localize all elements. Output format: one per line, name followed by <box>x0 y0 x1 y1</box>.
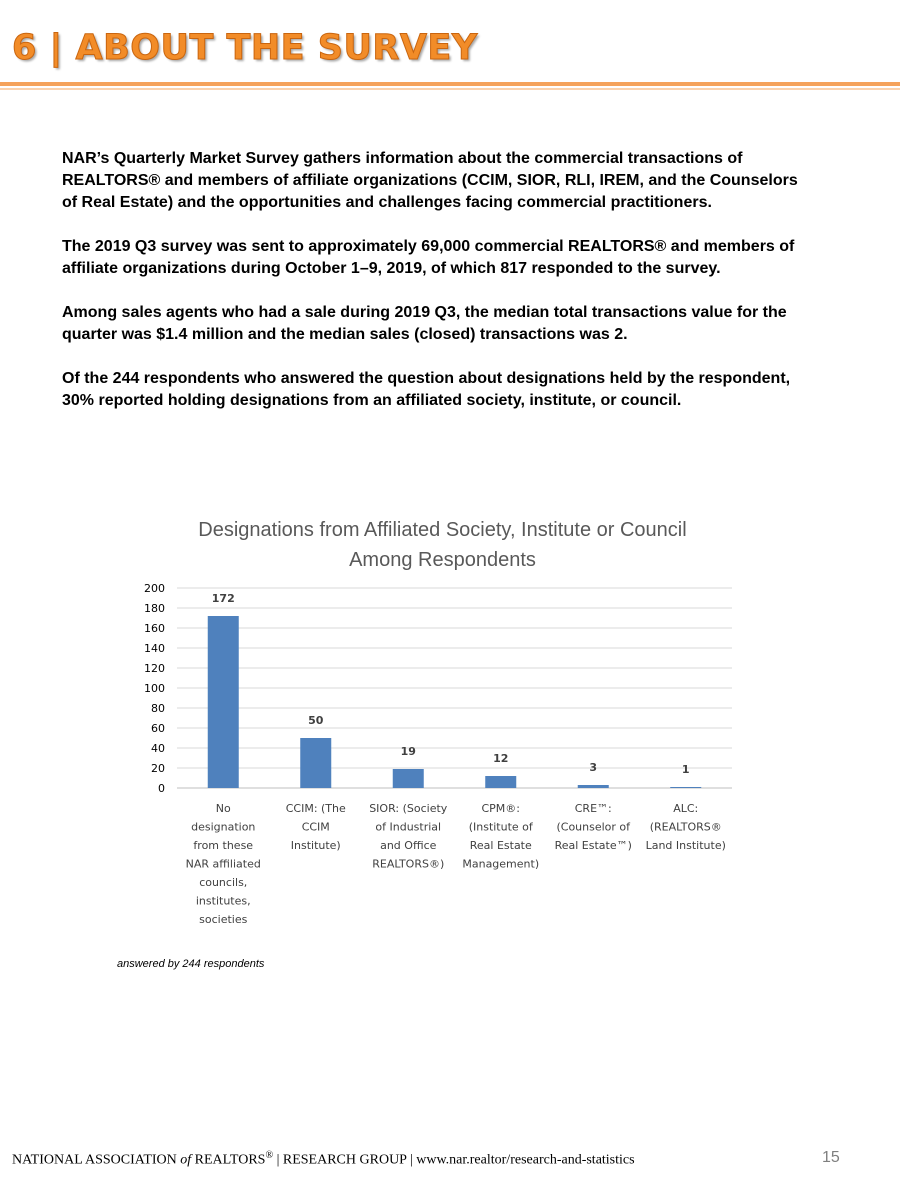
bar <box>578 785 609 788</box>
bar <box>670 787 701 788</box>
category-label-line: institutes, <box>195 894 251 908</box>
category-label <box>286 802 346 852</box>
data-label: 172 <box>211 592 235 605</box>
category-label-line: SIOR: (Society <box>369 802 448 815</box>
category-label-line: (Counselor of <box>556 820 631 834</box>
page-number: 15 <box>822 1149 840 1166</box>
data-label: 50 <box>308 714 324 727</box>
y-tick-label: 180 <box>144 602 165 615</box>
y-tick-label: 200 <box>144 582 165 595</box>
category-label-line: ALC: <box>673 802 699 815</box>
data-label: 3 <box>589 761 598 774</box>
y-tick-label: 100 <box>144 682 165 695</box>
bar <box>393 769 424 788</box>
y-tick-label: 40 <box>151 742 165 755</box>
category-label-line: Land Institute) <box>645 839 726 852</box>
category-label-line: NAR affiliated <box>185 857 261 871</box>
category-label-line: CCIM: (The <box>285 802 346 815</box>
chart-title-line-1: Designations from Affiliated Society, Institute or Council <box>198 519 687 541</box>
category-label-line: (Institute of <box>468 820 533 834</box>
data-label: 19 <box>400 745 416 758</box>
category-label-line: societies <box>199 913 248 926</box>
category-label <box>186 802 261 926</box>
chart-title <box>150 515 735 575</box>
bar <box>485 776 516 788</box>
footer-org-part1: NATIONAL ASSOCIATION <box>12 1152 181 1168</box>
footer-org-of: of <box>180 1152 192 1168</box>
y-tick-label: 20 <box>151 762 165 775</box>
category-label-line: CCIM <box>301 820 330 834</box>
category-label-line: Management) <box>462 857 540 871</box>
bar <box>300 738 331 788</box>
category-label-line: Real Estate™) <box>554 839 632 852</box>
y-tick-label: 120 <box>144 662 165 675</box>
category-label-line: councils, <box>199 876 248 889</box>
y-tick-label: 140 <box>144 642 165 655</box>
bar <box>208 616 239 788</box>
title-divider <box>0 82 900 86</box>
data-label: 1 <box>681 763 690 776</box>
category-label <box>462 802 539 871</box>
category-label-line: from these <box>193 839 254 852</box>
title-divider-shadow <box>0 88 900 90</box>
respondents-note: answered by 244 respondents <box>117 958 265 970</box>
y-tick-label: 60 <box>151 722 165 735</box>
body-text <box>62 148 802 434</box>
chart-title-line-2: Among Respondents <box>349 549 536 571</box>
category-label-line: REALTORS®) <box>372 857 445 871</box>
category-label-line: No <box>215 802 231 815</box>
y-tick-label: 80 <box>151 702 165 715</box>
category-label <box>555 802 632 852</box>
category-label <box>646 802 726 852</box>
category-label-line: Real Estate <box>469 839 532 852</box>
section-title: 6 | ABOUT THE SURVEY <box>12 28 478 68</box>
y-tick-label: 160 <box>144 622 165 635</box>
y-tick-label: 0 <box>158 782 165 795</box>
paragraph-designations: Of the 244 respondents who answered the question about designations held by the respondent, 30% reported holding designations from an affiliated society, institute, or council. <box>62 370 791 409</box>
data-label: 12 <box>493 752 509 765</box>
paragraph-intro: NAR’s Quarterly Market Survey gathers information about the commercial transactions of REALTORS® and members of affiliate organizations (CCIM, SIOR, RLI, IREM, and the Counselors of Real Estate) and the opportunities and challenges facing commercial practitioners. <box>62 150 798 211</box>
category-label-line: Institute) <box>290 839 341 852</box>
footer <box>12 1150 635 1169</box>
paragraph-median-transactions: Among sales agents who had a sale during 2019 Q3, the median total transactions value for the quarter was $1.4 million and the median sales (closed) transactions was 2. <box>62 304 787 343</box>
footer-org-part2: REALTORS <box>191 1152 266 1168</box>
designations-bar-chart <box>120 580 760 940</box>
category-label-line: and Office <box>380 839 437 852</box>
category-label-line: CPM®: <box>481 802 521 815</box>
footer-registered-mark: ® <box>265 1150 274 1161</box>
category-label-line: (REALTORS® <box>649 820 722 834</box>
category-label <box>369 802 448 871</box>
paragraph-survey-distribution: The 2019 Q3 survey was sent to approximately 69,000 commercial REALTORS® and members of affiliate organizations during October 1–9, 2019, of which 817 responded to the survey. <box>62 238 795 277</box>
category-label-line: designation <box>191 820 256 834</box>
category-label-line: CRE™: <box>574 802 612 815</box>
footer-research-group: | RESEARCH GROUP | www.nar.realtor/research-and-statistics <box>273 1152 635 1168</box>
category-label-line: of Industrial <box>375 820 442 834</box>
